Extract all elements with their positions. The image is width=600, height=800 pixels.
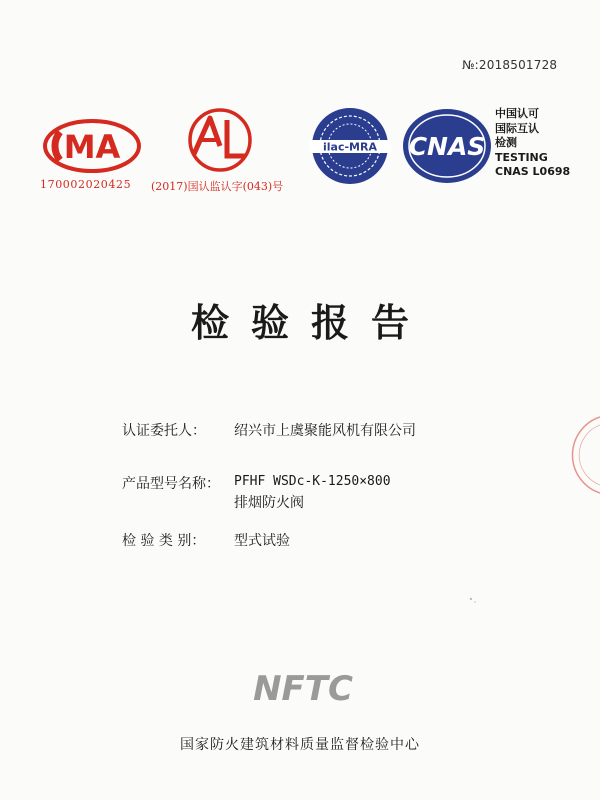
client-label: 认证委托人： — [122, 423, 206, 439]
cnas-caption-line: 中国认可 — [495, 107, 539, 120]
cnas-caption-line: 检测 — [495, 136, 517, 149]
report-number: №:2018501728 — [462, 58, 558, 72]
paper-speck — [466, 593, 480, 607]
svg-text:MA: MA — [63, 128, 121, 166]
nftc-text: NFTC — [253, 669, 353, 708]
cnas-caption-line: CNAS L0698 — [495, 165, 571, 178]
product-model: PFHF WSDc-K-1250×800 — [234, 474, 391, 489]
inspection-type-label: 检 验 类 别： — [122, 533, 206, 549]
cnas-text: CNAS — [408, 132, 486, 161]
nftc-logo — [238, 668, 368, 708]
client-value: 绍兴市上虞聚能风机有限公司 — [234, 423, 416, 439]
cnas-logo — [400, 105, 495, 187]
product-name: 排烟防火阀 — [234, 495, 304, 511]
cma-code: 170002020425 — [40, 178, 132, 191]
issuer-name: 国家防火建筑材料质量监督检验中心 — [180, 737, 420, 753]
side-seal-stamp — [568, 415, 600, 495]
cnas-caption-line: TESTING — [495, 150, 548, 164]
inspection-type-value: 型式试验 — [234, 533, 290, 549]
cal-logo — [180, 106, 260, 174]
cal-code: (2017)国认监认字(043)号 — [151, 180, 284, 193]
cnas-caption-line: 国际互认 — [495, 121, 539, 135]
ilac-mra-logo — [305, 105, 395, 187]
document-title: 检验报告 — [190, 301, 431, 345]
cma-logo — [42, 118, 142, 174]
cnas-caption — [495, 107, 570, 180]
ilac-text: ilac-MRA — [323, 140, 377, 154]
product-label: 产品型号名称： — [122, 476, 220, 492]
